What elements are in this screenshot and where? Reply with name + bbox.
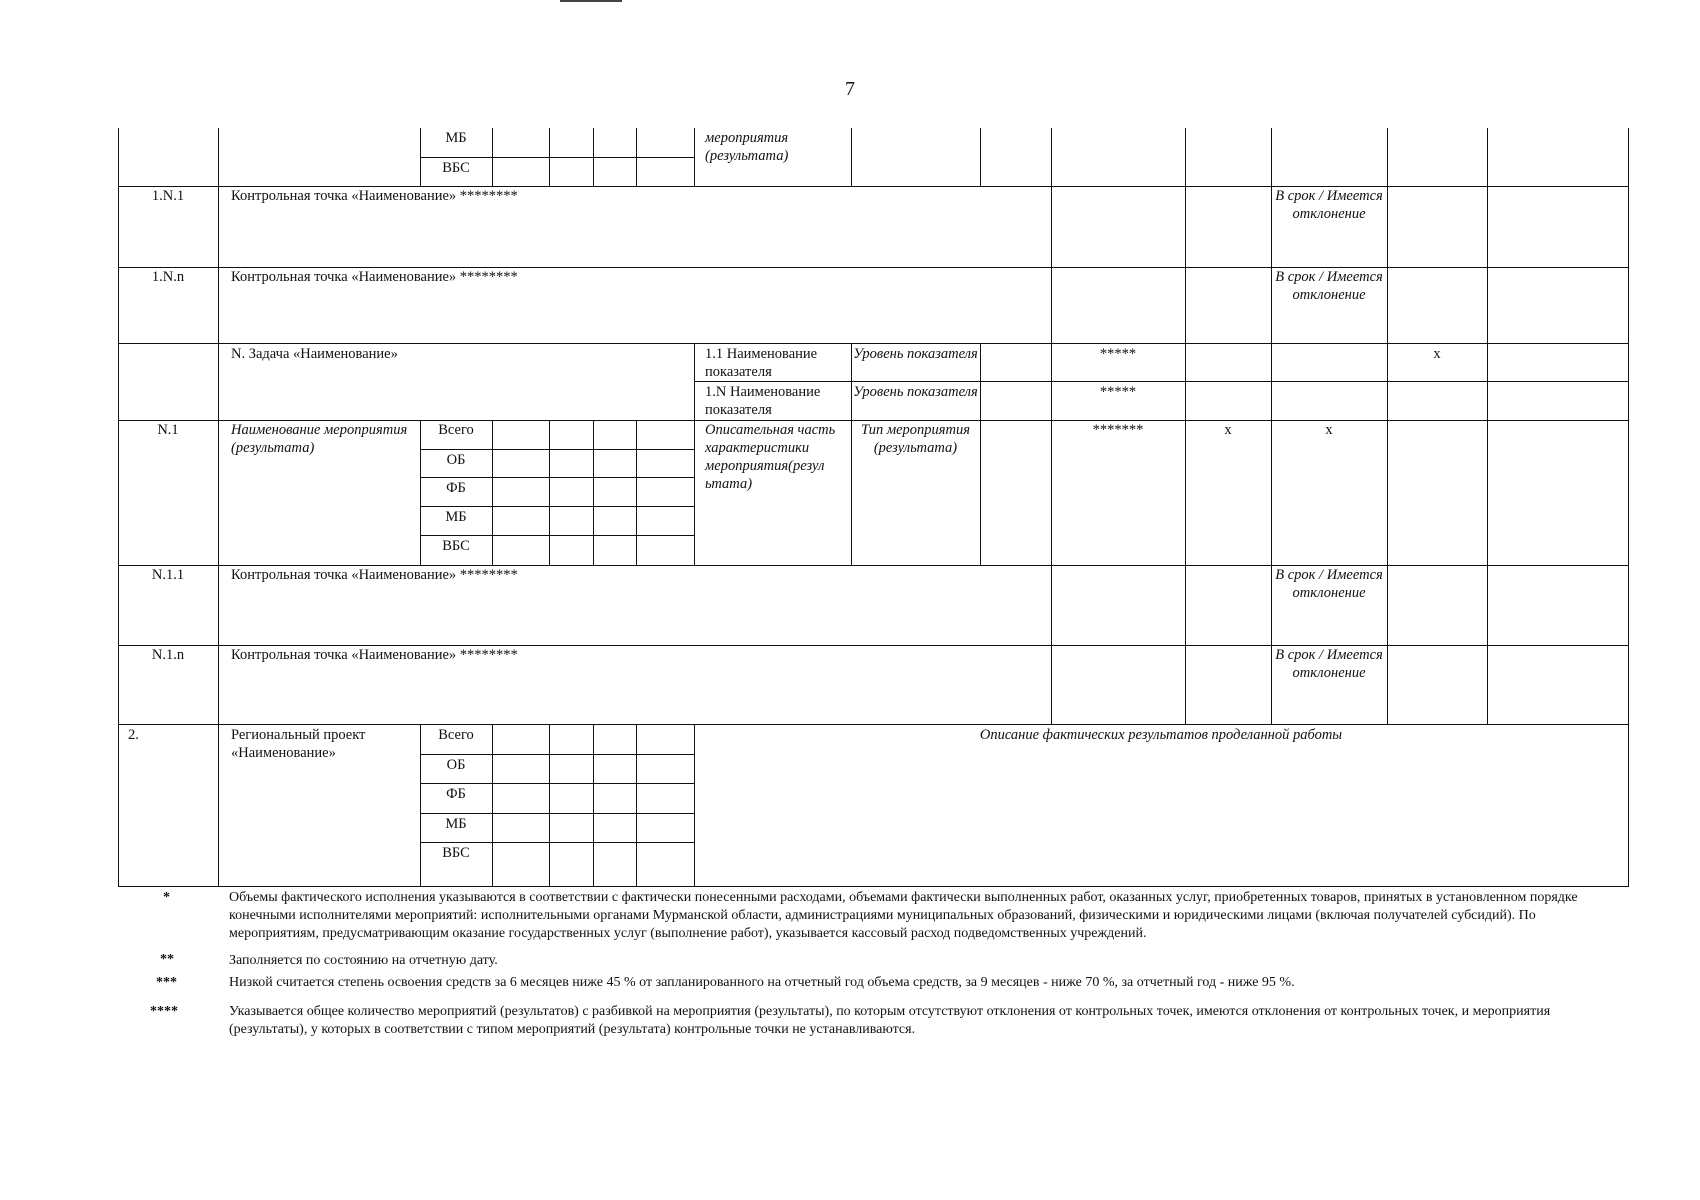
v-line [980,420,981,566]
source-vbs-label: ВБС [442,160,470,176]
v-line [1387,128,1388,725]
control-point-title: Контрольная точка «Наименование» ******** [231,269,518,285]
footnote-mark: *** [156,975,177,990]
v-line [1487,128,1488,725]
control-point-title: Контрольная точка «Наименование» ******** [231,567,518,583]
h-line [420,535,694,536]
deadline-status: В срок / Имеется отклонение [1275,188,1383,222]
source-total-label: Всего [438,727,474,743]
footnote-text: Низкой считается степень освоения средств за 6 месяцев ниже 45 % от запланированного на отчетный год объема средств, за 9 месяцев - ниже 70 %, за отчетный год - ниже 95 %. [229,975,1295,990]
event-result-label: мероприятия (результата) [705,130,789,164]
v-line [1628,128,1629,887]
h-line [420,754,694,755]
v-line [636,128,637,187]
v-line [492,128,493,187]
indicator-level: Уровень показателя [853,346,978,362]
source-ob-label: ОБ [446,452,466,468]
footnote-text: Заполняется по состоянию на отчетную дату. [229,953,498,968]
v-line [694,724,695,887]
row-number: 1.N.n [151,269,185,285]
source-mb-label: МБ [445,509,467,525]
v-line [593,724,594,887]
event-name: Наименование мероприятия (результата) [231,422,408,456]
indicator-level: Уровень показателя [853,384,978,400]
indicator-name: 1.1 Наименование показателя [705,346,818,380]
results-description: Описание фактических результатов проделанной работы [979,727,1343,743]
source-total-label: Всего [438,422,474,438]
row-number: N.1.n [151,647,185,663]
v-line [694,420,695,566]
stars-mark: ***** [1099,384,1137,400]
v-line [980,128,981,187]
h-line [420,842,694,843]
h-line [420,477,694,478]
h-line [118,724,1628,725]
control-point-title: Контрольная точка «Наименование» ******** [231,188,518,204]
source-mb-label: МБ [445,130,467,146]
deadline-status: В срок / Имеется отклонение [1275,647,1383,681]
source-vbs-label: ВБС [442,845,470,861]
v-line [980,343,981,421]
v-line [694,343,695,421]
row-number: N.1 [157,422,179,438]
source-ob-label: ОБ [446,757,466,773]
v-line [549,420,550,566]
footnote-mark: **** [150,1004,178,1019]
v-line [492,420,493,566]
task-title: N. Задача «Наименование» [231,346,398,362]
source-mb-label: МБ [445,816,467,832]
event-description: Описательная часть характеристики мероприятия(резул ьтата) [705,422,836,492]
h-line [420,506,694,507]
h-line [420,783,694,784]
x-mark: x [1224,422,1232,438]
project-name: Региональный проект «Наименование» [231,727,366,761]
h-line [420,449,694,450]
source-vbs-label: ВБС [442,538,470,554]
event-type: Тип мероприятия (результата) [861,422,970,456]
h-line [118,343,1628,344]
footnote-text: Указывается общее количество мероприятий (результатов) с разбивкой на мероприятия (результаты), по которым отсутствуют отклонения от контрольных точек, имеются отклонения от контрольных точек, и мероприятия (результаты), у которых в соответствии с типом мероприятий (результата) контрольные точки не устанавливаются. [229,1004,1551,1037]
v-line [549,724,550,887]
h-line [420,157,694,158]
footnote-mark: ** [160,952,174,967]
h-line [118,886,1628,887]
source-fb-label: ФБ [446,480,466,496]
row-number: 2. [128,727,139,743]
row-number: 1.N.1 [151,188,185,204]
footnote-text: Объемы фактического исполнения указываются в соответствии с фактически понесенными расходами, объемами фактически выполненных работ, оказанных услуг, приобретенных товаров, принятых в установленном порядке конечными исполнителями мероприятий: исполнительными органами Мурманской области, администрациями муниципальных образований, физическими и юридическими лицами (включая получателей субсидий). По мероприятиям, предусматривающим оказание государственных услуг (выполнение работ), указывается кассовый расход подведомственных учреждений. [229,890,1578,941]
page-number: 7 [845,78,855,100]
footnote-mark: * [163,890,170,905]
v-line [636,420,637,566]
v-line [593,420,594,566]
deadline-status: В срок / Имеется отклонение [1275,269,1383,303]
v-line [420,724,421,887]
deadline-status: В срок / Имеется отклонение [1275,567,1383,601]
v-line [636,724,637,887]
v-line [118,128,119,887]
control-point-title: Контрольная точка «Наименование» ******** [231,647,518,663]
source-fb-label: ФБ [446,786,466,802]
v-line [549,128,550,187]
row-number: N.1.1 [151,567,185,583]
h-line [420,813,694,814]
v-line [492,724,493,887]
x-mark: x [1433,346,1441,362]
v-line [593,128,594,187]
v-line [694,128,695,187]
indicator-name: 1.N Наименование показателя [705,384,821,418]
x-mark: x [1325,422,1333,438]
v-line [218,128,219,887]
v-line [851,128,852,187]
stars-mark: ***** [1099,346,1137,362]
stars-mark: ******* [1092,422,1144,438]
